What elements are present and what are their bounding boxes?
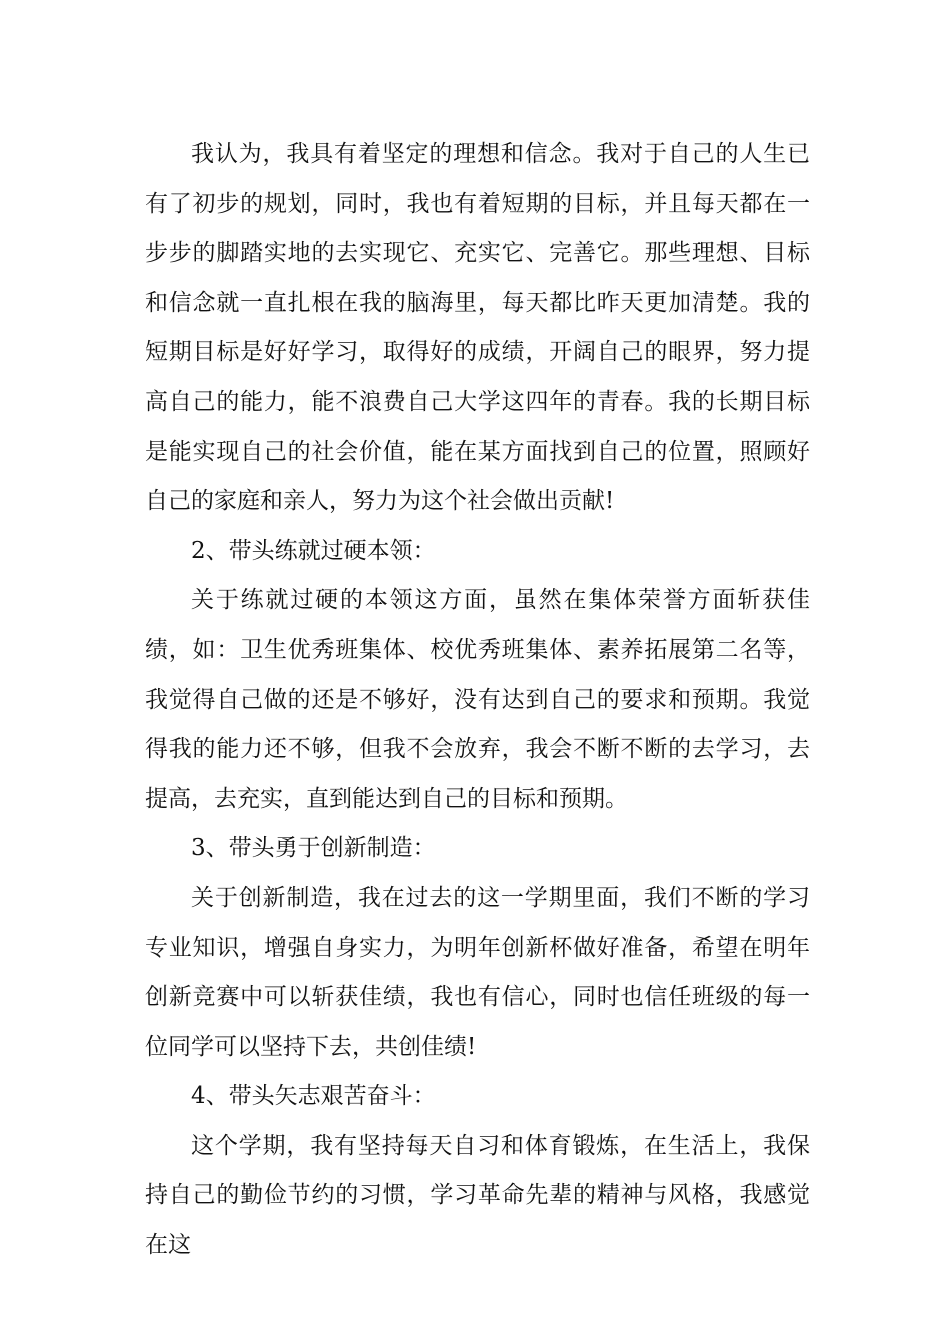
paragraph-skills: 关于练就过硬的本领这方面，虽然在集体荣誉方面斩获佳绩，如：卫生优秀班集体、校优秀班集体、素养拓展第二名等，我觉得自己做的还是不够好，没有达到自己的要求和预期。我觉得我的能力还不够，但我不会放弃，我会不断不断的去学习，去提高，去充实，直到能达到自己的目标和预期。 (145, 587, 810, 812)
paragraph-ideals: 我认为，我具有着坚定的理想和信念。我对于自己的人生已有了初步的规划，同时，我也有着短期的目标，并且每天都在一步步的脚踏实地的去实现它、充实它、完善它。那些理想、目标和信念就一直扎根在我的脑海里，每天都比昨天更加清楚。我的短期目标是好好学习，取得好的成绩，开阔自己的眼界，努力提高自己的能力，能不浪费自己大学这四年的青春。我的长期目标是能实现自己的社会价值，能在某方面找到自己的位置，照顾好自己的家庭和亲人，努力为这个社会做出贡献! (145, 141, 810, 515)
section-heading-skills: 2、带头练就过硬本领： (191, 537, 436, 564)
document-body (145, 130, 810, 1271)
section-heading-hard-work: 4、带头矢志艰苦奋斗： (191, 1083, 436, 1110)
section-heading-innovation: 3、带头勇于创新制造： (191, 835, 436, 862)
paragraph-innovation: 关于创新制造，我在过去的这一学期里面，我们不断的学习专业知识，增强自身实力，为明年创新杯做好准备，希望在明年创新竞赛中可以斩获佳绩，我也有信心，同时也信任班级的每一位同学可以坚持下去，共创佳绩! (145, 884, 810, 1060)
paragraph-hard-work: 这个学期，我有坚持每天自习和体育锻炼，在生活上，我保持自己的勤俭节约的习惯，学习革命先辈的精神与风格，我感觉在这 (145, 1132, 810, 1259)
